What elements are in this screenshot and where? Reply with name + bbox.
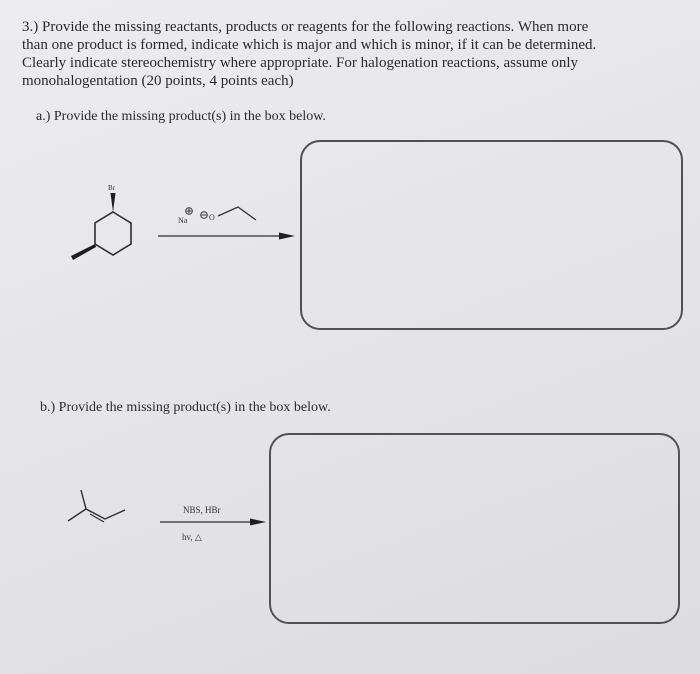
wedge-bond-methyl bbox=[71, 244, 96, 260]
intro-line-1: 3.) Provide the missing reactants, products or reagents for the following reactions. When more bbox=[22, 19, 589, 35]
cyclohexane-ring bbox=[95, 212, 131, 255]
ethoxide-chain bbox=[218, 207, 256, 220]
part-b-prompt: b.) Provide the missing product(s) in the box below. bbox=[40, 400, 331, 415]
part-b-reagent-bottom: hv, △ bbox=[182, 532, 202, 542]
part-b-reagent-top: NBS, HBr bbox=[183, 505, 221, 515]
arrow-head-icon bbox=[279, 233, 295, 240]
oxygen-atom-label: O bbox=[209, 213, 215, 222]
wedge-bond-br bbox=[111, 193, 116, 212]
intro-line-4: monohalogentation (20 points, 4 points each) bbox=[22, 73, 294, 89]
part-a-prompt: a.) Provide the missing product(s) in the box below. bbox=[36, 109, 326, 124]
positive-charge-icon bbox=[186, 208, 193, 215]
part-b-answer-box[interactable] bbox=[269, 433, 680, 624]
part-b-methyl-branch bbox=[81, 490, 86, 509]
part-b-alkene-skeleton bbox=[68, 509, 125, 521]
bromine-atom-label: Br bbox=[108, 184, 115, 192]
sodium-atom-label: Na bbox=[178, 216, 188, 225]
part-a-answer-box[interactable] bbox=[300, 140, 683, 330]
intro-line-2: than one product is formed, indicate which is major and which is minor, if it can be determined. bbox=[22, 37, 597, 53]
negative-charge-icon bbox=[201, 212, 208, 219]
intro-line-3: Clearly indicate stereochemistry where appropriate. For halogenation reactions, assume only bbox=[22, 55, 579, 71]
arrow-head-icon bbox=[250, 519, 266, 526]
